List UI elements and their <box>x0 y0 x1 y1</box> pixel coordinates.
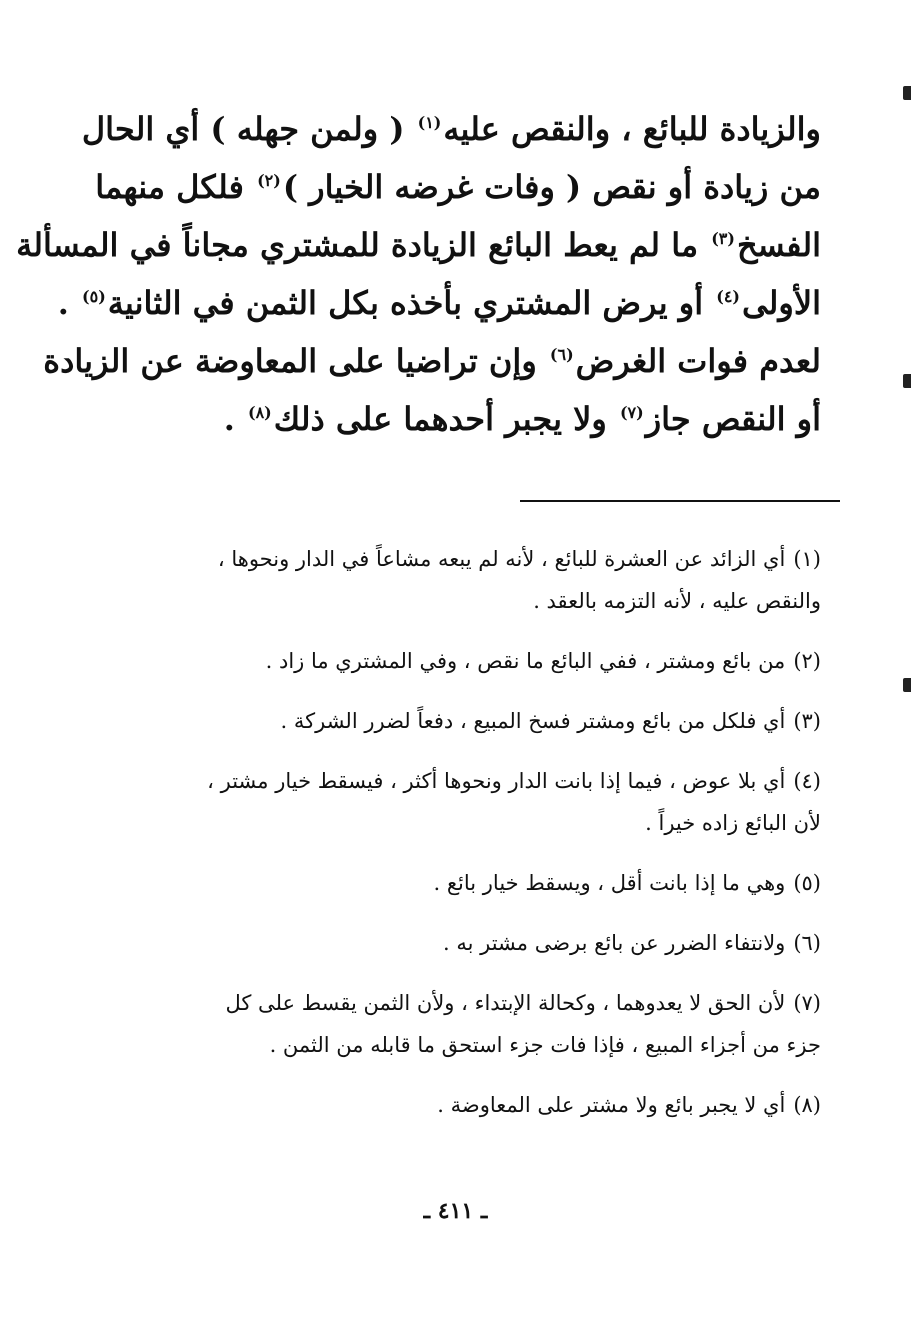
footnotes <box>101 538 821 1144</box>
main-line-4 <box>57 274 821 332</box>
main-text-run: ما لم يعط البائع الزيادة للمشتري مجاناً في المسألة <box>16 226 710 264</box>
footnote-ref: (٦) <box>549 345 574 365</box>
footnote-1 <box>101 538 821 622</box>
footnote-line: من بائع ومشتر ، ففي البائع ما نقص ، وفي المشتري ما زاد . <box>265 649 786 673</box>
footnote-ref: (١) <box>417 113 442 133</box>
footnote-6 <box>101 922 821 964</box>
page-number: ـ ٤١١ ـ <box>423 1198 488 1224</box>
footnote-ref: (٥) <box>82 287 106 307</box>
scan-edge-mark <box>903 678 911 692</box>
main-text-run: والزيادة للبائع ، والنقص عليه <box>443 110 821 148</box>
footnote-ref: (٤) <box>716 287 740 307</box>
footnote-number: (٨) <box>793 1093 821 1117</box>
footnote-2 <box>101 640 821 682</box>
main-text-run: الفسخ <box>736 226 821 264</box>
main-text-run: فلكل منهما <box>95 168 256 206</box>
footnote-number: (٥) <box>793 871 821 895</box>
footnote-line: ولانتفاء الضرر عن بائع برضى مشتر به . <box>442 931 786 955</box>
footnote-number: (٧) <box>793 991 821 1015</box>
footnote-number: (٢) <box>793 649 821 673</box>
main-line-5 <box>43 332 821 390</box>
footnote-ref: (٨) <box>248 403 272 423</box>
footnote-ref: (٣) <box>711 229 735 249</box>
footnote-line: لأن البائع زاده خيراً . <box>645 811 821 835</box>
footnote-divider <box>520 500 840 502</box>
footnote-5 <box>101 862 821 904</box>
footnote-number: (١) <box>793 547 821 571</box>
footnote-line: أي الزائد عن العشرة للبائع ، لأنه لم يبعه مشاعاً في الدار ونحوها ، <box>217 547 786 571</box>
footnote-ref: (٧) <box>619 403 644 423</box>
footnote-8 <box>101 1084 821 1126</box>
footnote-number: (٤) <box>793 769 821 793</box>
footnote-number: (٣) <box>793 709 821 733</box>
main-text-run: ولا يجبر أحدهما على ذلك <box>273 400 618 438</box>
scan-edge-mark <box>903 374 911 388</box>
scan-edge-mark <box>903 86 911 100</box>
footnote-ref: (٢) <box>257 171 281 191</box>
footnote-line: والنقص عليه ، لأنه التزمه بالعقد . <box>533 589 821 613</box>
main-text-run: ( ولمن جهله ) أي الحال <box>81 110 416 148</box>
main-line-2 <box>95 158 821 216</box>
main-text-run: الأولى <box>741 284 821 322</box>
footnote-3 <box>101 700 821 742</box>
main-text-run: أو يرض المشتري بأخذه بكل الثمن في الثانية <box>107 284 715 322</box>
main-text-run: وإن تراضيا على المعاوضة عن الزيادة <box>43 342 548 380</box>
footnote-7 <box>101 982 821 1066</box>
footnote-line: أي لا يجبر بائع ولا مشتر على المعاوضة . <box>437 1093 786 1117</box>
main-text <box>16 100 821 448</box>
main-text-run: . <box>223 400 246 438</box>
footnote-line: لأن الحق لا يعدوهما ، وكحالة الإبتداء ، ولأن الثمن يقسط على كل <box>225 991 786 1015</box>
main-text-run: . <box>57 284 81 322</box>
main-line-3 <box>16 216 821 274</box>
footnote-line: وهي ما إذا بانت أقل ، ويسقط خيار بائع . <box>433 871 786 895</box>
footnote-line: أي فلكل من بائع ومشتر فسخ المبيع ، دفعاً لضرر الشركة . <box>280 709 786 733</box>
footnote-4 <box>101 760 821 844</box>
main-line-6 <box>101 390 821 448</box>
main-text-run: من زيادة أو نقص ( وفات غرضه الخيار ) <box>282 168 821 206</box>
footnote-line: جزء من أجزاء المبيع ، فإذا فات جزء استحق ما قابله من الثمن . <box>269 1033 821 1057</box>
main-line-1 <box>81 100 821 158</box>
footnote-number: (٦) <box>793 931 821 955</box>
footnote-line: أي بلا عوض ، فيما إذا بانت الدار ونحوها أكثر ، فيسقط خيار مشتر ، <box>207 769 786 793</box>
main-text-run: لعدم فوات الغرض <box>575 342 821 380</box>
main-text-run: أو النقص جاز <box>645 400 821 438</box>
